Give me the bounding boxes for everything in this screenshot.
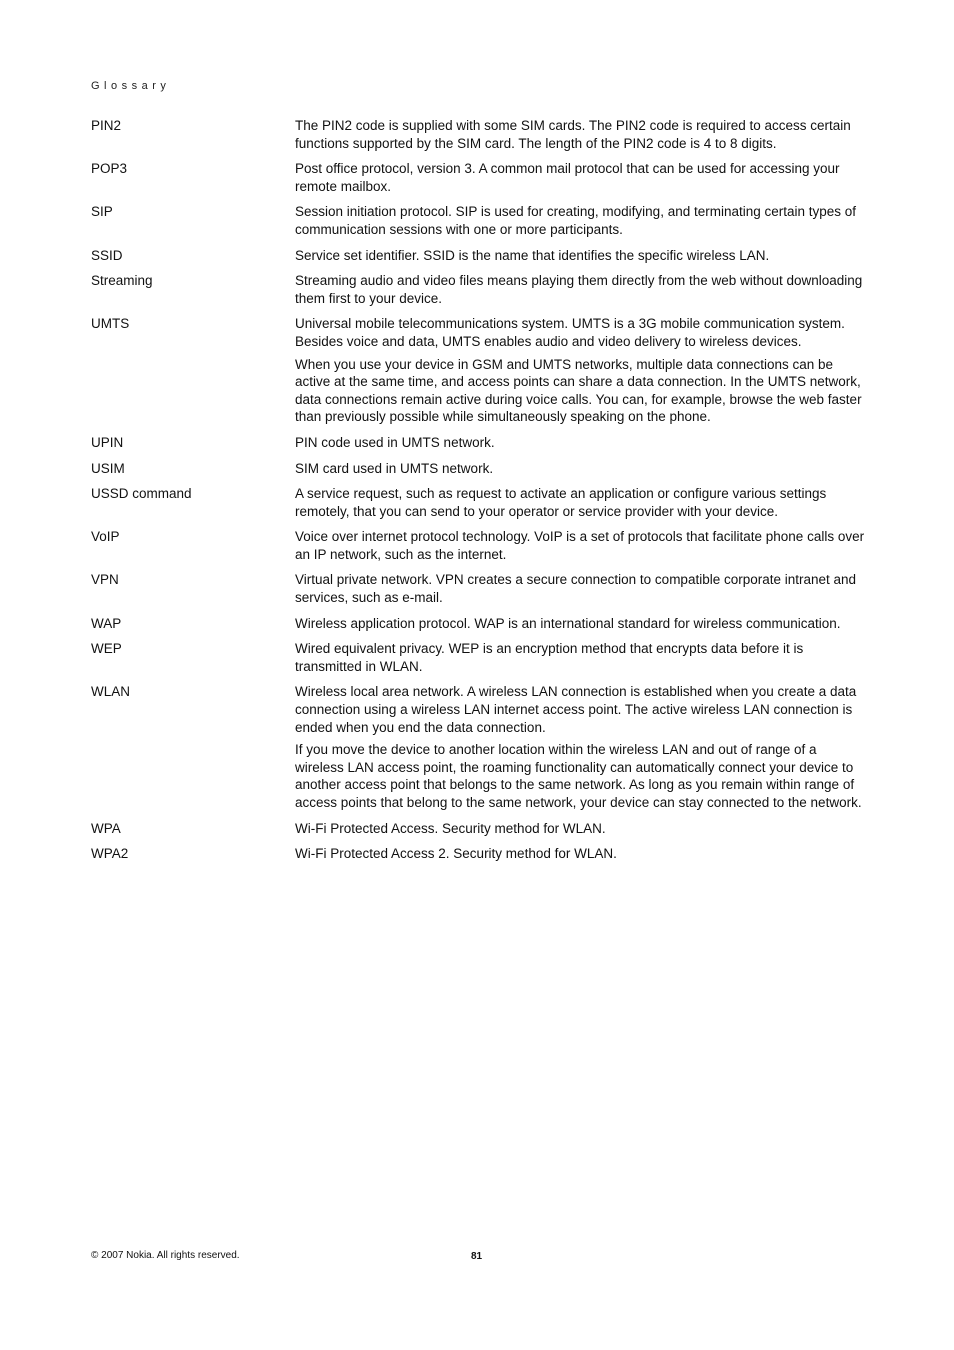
glossary-term: WEP	[91, 641, 122, 657]
definition-paragraph: SIM card used in UMTS network.	[295, 460, 494, 476]
glossary-term: VPN	[91, 572, 119, 588]
footer-copyright: © 2007 Nokia. All rights reserved.	[91, 1250, 240, 1261]
glossary-term: PIN2	[91, 118, 122, 133]
glossary-entry	[91, 845, 866, 863]
glossary-entry	[91, 203, 866, 238]
glossary-term: USIM	[91, 460, 125, 476]
glossary-term: WPA2	[91, 846, 129, 862]
glossary-definition	[295, 683, 866, 811]
glossary-entry	[91, 683, 866, 811]
glossary-entry	[91, 315, 866, 426]
glossary-term: WAP	[91, 615, 122, 631]
glossary-definition	[295, 571, 866, 606]
definition-paragraph: Session initiation protocol. SIP is used for creating, modifying, and terminating certain types of communication sessions with one or more participants.	[295, 204, 857, 237]
definition-paragraph: Service set identifier. SSID is the name that identifies the specific wireless LAN.	[295, 247, 770, 263]
glossary-definition	[295, 820, 866, 838]
glossary-entry	[91, 528, 866, 563]
page-number: 81	[471, 1251, 483, 1262]
glossary-term: POP3	[91, 161, 128, 177]
glossary-term: Streaming	[91, 273, 153, 289]
glossary-definition	[295, 203, 866, 238]
glossary-definition	[295, 460, 866, 478]
glossary-definition	[295, 315, 866, 426]
glossary-entry	[91, 640, 866, 675]
definition-paragraph: Voice over internet protocol technology. VoIP is a set of protocols that facilitate phone calls over an IP network, such as the internet.	[295, 529, 865, 562]
glossary-term: SIP	[91, 204, 113, 220]
definition-paragraph: Wi-Fi Protected Access. Security method for WLAN.	[295, 820, 606, 836]
definition-paragraph: Virtual private network. VPN creates a secure connection to compatible corporate intranet and services, such as e-mail.	[295, 572, 857, 606]
glossary-entry	[91, 460, 866, 478]
glossary-definition	[295, 247, 866, 265]
glossary-entry	[91, 247, 866, 265]
glossary-entry	[91, 117, 866, 152]
glossary-definition	[295, 160, 866, 195]
glossary-entry	[91, 820, 866, 838]
definition-paragraph: Universal mobile telecommunications system. UMTS is a 3G mobile communication system. Besides voice and data, UMTS enables audio and video delivery to wireless devices.	[295, 316, 845, 349]
definition-paragraph: PIN code used in UMTS network.	[295, 434, 495, 450]
definition-paragraph: Wi-Fi Protected Access 2. Security method for WLAN.	[295, 846, 617, 862]
glossary-definition	[295, 272, 866, 307]
glossary-term: WLAN	[91, 684, 131, 700]
glossary-entry	[91, 485, 866, 520]
glossary-definition	[295, 117, 866, 152]
glossary-entry	[91, 571, 866, 606]
definition-paragraph: The PIN2 code is supplied with some SIM cards. The PIN2 code is required to access certain functions supported by the SIM card. The length of the PIN2 code is 4 to 8 digits.	[295, 118, 851, 151]
definition-paragraph: If you move the device to another location within the wireless LAN and out of range of a wireless LAN access point, the roaming functionality can automatically connect your device to another access point that belongs to the same network. As long as you remain within range of access points that belong to the same network, your device can stay connected to the network.	[295, 742, 862, 810]
glossary-entry	[91, 615, 866, 633]
glossary-term: VoIP	[91, 529, 120, 545]
glossary-term: USSD command	[91, 486, 192, 502]
definition-paragraph: Wired equivalent privacy. WEP is an encryption method that encrypts data before it is transmitted in WLAN.	[295, 641, 804, 674]
glossary-entry	[91, 434, 866, 452]
glossary-definition	[295, 615, 866, 633]
glossary-term: WPA	[91, 820, 121, 836]
glossary-definition	[295, 434, 866, 452]
glossary-definition	[295, 485, 866, 520]
glossary-term: UPIN	[91, 434, 124, 450]
definition-paragraph: When you use your device in GSM and UMTS networks, multiple data connections can be active at the same time, and access points can share a data connection. In the UMTS network, data connections remain active during voice calls. You can, for example, browse the web faster than previously possible while simultaneously speaking on the phone.	[295, 356, 862, 425]
glossary-list	[91, 117, 866, 871]
glossary-entry	[91, 160, 866, 195]
glossary-entry	[91, 272, 866, 307]
glossary-term: UMTS	[91, 316, 130, 332]
definition-paragraph: Streaming audio and video files means playing them directly from the web without downloading them first to your device.	[295, 273, 863, 306]
definition-paragraph: A service request, such as request to activate an application or configure various settings remotely, that you can send to your operator or service provider with your device.	[295, 486, 827, 519]
glossary-definition	[295, 640, 866, 675]
glossary-definition	[295, 528, 866, 563]
definition-paragraph: Wireless local area network. A wireless LAN connection is established when you create a data connection using a wireless LAN internet access point. The active wireless LAN connection is ended when you end the data connection.	[295, 684, 857, 735]
section-title: Glossary	[91, 80, 171, 92]
definition-paragraph: Wireless application protocol. WAP is an international standard for wireless communication.	[295, 615, 841, 631]
glossary-term: SSID	[91, 247, 123, 263]
glossary-definition	[295, 845, 866, 863]
definition-paragraph: Post office protocol, version 3. A common mail protocol that can be used for accessing your remote mailbox.	[295, 161, 840, 194]
